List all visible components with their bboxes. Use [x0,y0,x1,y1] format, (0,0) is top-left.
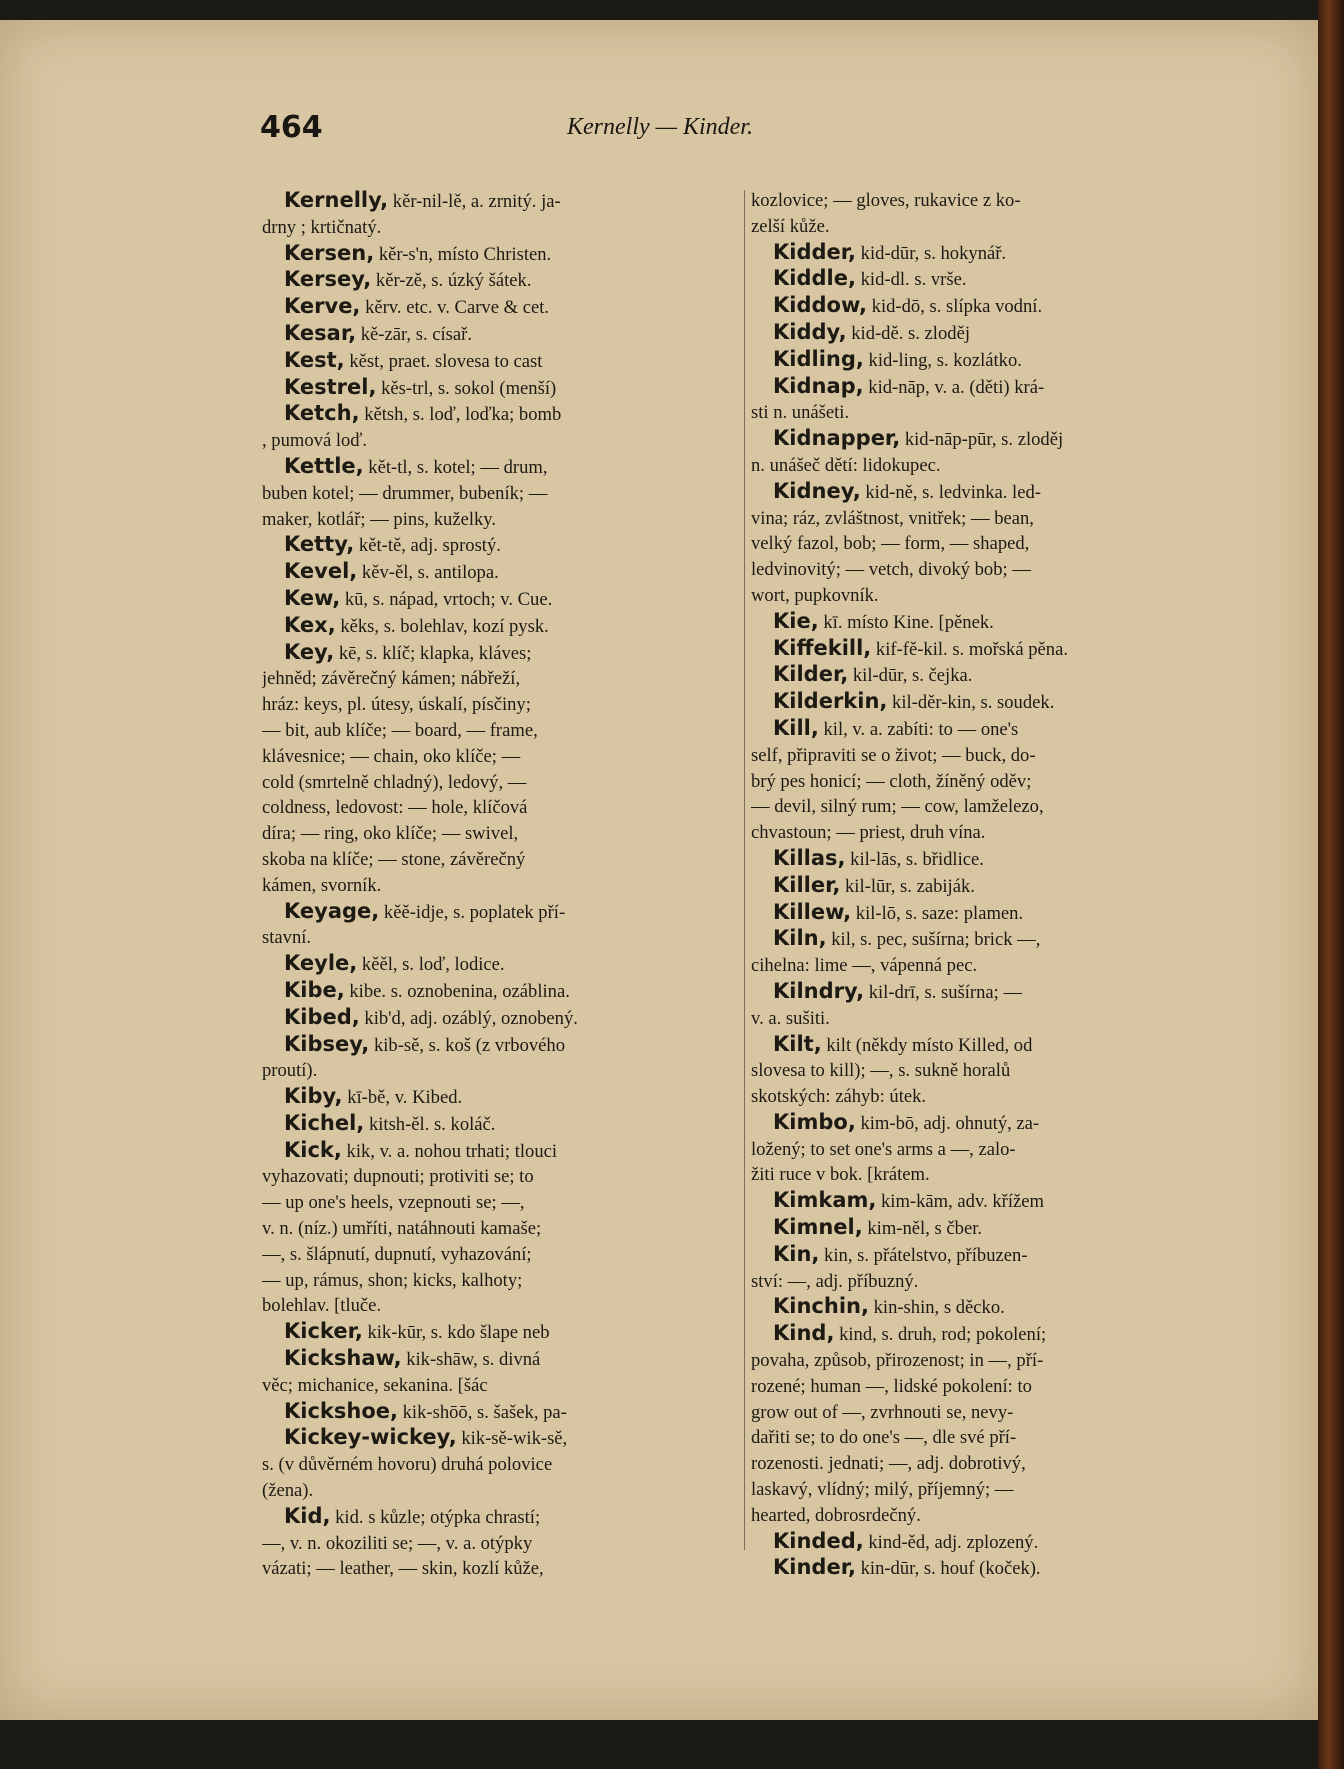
entry-text: kē, s. klíč; klapka, kláves; [334,642,532,664]
dictionary-text-line [751,1503,1221,1529]
entry-text: kět-tě, adj. sprostý. [354,535,501,557]
entry-text: bolehlav. [tluče. [262,1295,382,1317]
entry-text: zelší kůže. [751,215,830,237]
dictionary-text-line [262,744,740,770]
dictionary-entry-line [262,1032,740,1059]
entry-headword: Kex, [284,612,336,637]
entry-text: kěks, s. bolehlav, kozí pysk. [335,615,549,637]
dictionary-entry-line [751,1188,1221,1215]
dictionary-text-line [751,1137,1221,1163]
dictionary-entry-line [262,401,740,428]
dictionary-entry-line [751,347,1221,374]
entry-headword: Kick, [284,1137,342,1162]
dictionary-text-line [751,1269,1221,1295]
entry-text: maker, kotlář; — pins, kuželky. [262,508,497,530]
dictionary-entry-line [262,978,740,1005]
entry-text: kid-dō, s. slípka vodní. [867,296,1043,318]
entry-headword: Kickshaw, [284,1346,402,1371]
entry-headword: Kimbo, [773,1109,856,1134]
entry-text: kěr-nil-lě, a. zrnitý. ja- [388,191,561,212]
dictionary-text-line [751,1162,1221,1188]
entry-text: cold (smrtelně chladný), ledový, — [262,771,527,793]
dictionary-text-line [751,1058,1221,1084]
entry-text: skoba na klíče; — stone, závěrečný [262,848,526,870]
entry-text: chvastoun; — priest, druh vína. [751,822,986,844]
dictionary-text-line [751,769,1221,795]
entry-text: kik-sě-wik-sě, [456,1428,568,1450]
dictionary-text-line [751,214,1221,240]
entry-text: kid-ně, s. ledvinka. led- [860,481,1041,503]
dictionary-text-line [751,1451,1221,1477]
entry-text: n. unášeč dětí: lidokupec. [751,454,941,476]
entry-text: kid-nāp-pūr, s. zloděj [900,429,1064,451]
entry-text: rozenosti. jednati; —, adj. dobrotivý, [751,1453,1026,1475]
entry-headword: Kid, [284,1503,331,1528]
dictionary-text-line [262,215,740,241]
dictionary-text-line [751,820,1221,846]
dictionary-entry-line [262,1399,740,1426]
entry-text: kid-dě. s. zloděj [846,322,970,344]
entry-text: kěv-ěl, s. antilopa. [357,562,499,584]
entry-text: kik, v. a. nohou trhati; tlouci [341,1140,558,1162]
dictionary-entry-line [751,1242,1221,1269]
entry-headword: Kind, [773,1321,835,1346]
entry-text: kū, s. nápad, vrtoch; v. Cue. [340,588,553,610]
entry-text: kět-tl, s. kotel; — drum, [363,456,548,478]
page-number: 464 [260,110,323,145]
entry-headword: Kickey-wickey, [284,1425,457,1450]
entry-headword: Kinchin, [773,1294,869,1319]
entry-text: kid-nāp, v. a. (děti) krá- [863,376,1045,398]
entry-headword: Kiffekill, [773,635,872,660]
dictionary-text-line [262,847,740,873]
dictionary-entry-line [262,454,740,481]
dictionary-text-line [262,666,740,692]
dictionary-entry-line [262,267,740,294]
entry-headword: Kiddle, [773,266,856,291]
dictionary-entry-line [751,240,1221,267]
entry-text: — devil, silný rum; — cow, lamželezo, [751,796,1044,818]
entry-text: kik-shāw, s. divná [401,1349,541,1371]
entry-text: —, v. n. okoziliti se; —, v. a. otýpky [262,1532,533,1554]
dictionary-entry-line [262,586,740,613]
dictionary-text-line [262,770,740,796]
dictionary-entry-line [262,294,740,321]
entry-text: kind-ěd, adj. zplozený. [863,1531,1039,1553]
entry-text: díra; — ring, oko klíče; — swivel, [262,823,519,845]
dictionary-entry-line [751,1321,1221,1348]
dictionary-entry-line [751,900,1221,927]
dictionary-entry-line [751,320,1221,347]
dictionary-entry-line [262,241,740,268]
dictionary-text-line [262,718,740,744]
entry-text: kid-dl. s. vrše. [855,269,967,291]
entry-text: kim-bō, adj. ohnutý, za- [855,1112,1040,1134]
book-page [0,20,1318,1720]
entry-text: sti n. unášeti. [751,402,850,424]
dictionary-entry-line [262,188,740,215]
dictionary-text-line [751,188,1221,214]
entry-headword: Kest, [284,347,345,372]
dictionary-entry-line [751,926,1221,953]
entry-headword: Key, [284,639,335,664]
dictionary-entry-line [751,479,1221,506]
dictionary-text-line [262,1190,740,1216]
entry-headword: Killas, [773,845,846,870]
entry-text: — up, rámus, shon; kicks, kalhoty; [262,1269,523,1291]
entry-text: coldness, ledovost: — hole, klíčová [262,797,528,819]
entry-text: wort, pupkovník. [751,584,879,606]
dictionary-entry-line [751,293,1221,320]
entry-headword: Kilt, [773,1031,822,1056]
entry-text: kibe. s. oznobenina, ozáblina. [344,980,570,1002]
entry-text: jehněd; závěrečný kámen; nábřeží, [262,668,521,690]
entry-text: proutí). [262,1060,318,1082]
entry-text: kī. místo Kine. [pěnek. [818,611,994,633]
dictionary-entry-line [262,951,740,978]
dictionary-text-line [751,583,1221,609]
dictionary-entry-line [262,1084,740,1111]
entry-headword: Kill, [773,715,819,740]
dictionary-entry-line [262,1504,740,1531]
entry-headword: Kie, [773,608,819,633]
entry-text: kitsh-ěl. s. koláč. [364,1113,496,1135]
dictionary-text-line [262,1058,740,1084]
dictionary-text-line [262,1452,740,1478]
entry-text: dařiti se; to do one's —, dle své pří- [751,1427,1017,1449]
dictionary-entry-line [751,426,1221,453]
entry-text: hráz: keys, pl. útesy, úskalí, písčiny; [262,694,531,716]
running-title: Kernelly — Kinder. [567,114,753,140]
dictionary-entry-line [751,716,1221,743]
entry-headword: Kiby, [284,1084,343,1109]
dictionary-entry-line [262,613,740,640]
entry-text: kin-dūr, s. houf (koček). [855,1558,1041,1580]
entry-headword: Keyle, [284,951,358,976]
entry-headword: Kesar, [284,320,357,345]
entry-text: — bit, aub klíče; — board, — frame, [262,719,538,741]
dictionary-entry-line [751,1032,1221,1059]
entry-text: žiti ruce v bok. [krátem. [751,1164,930,1186]
dictionary-entry-line [262,1138,740,1165]
entry-headword: Kibe, [284,977,345,1002]
dictionary-text-line [262,1164,740,1190]
entry-text: kěs-trl, s. sokol (menší) [376,377,557,399]
entry-text: kind, s. druh, rod; pokolení; [834,1324,1047,1346]
entry-text: kin, s. přátelstvo, příbuzen- [819,1244,1028,1266]
entry-text: grow out of —, zvrhnouti se, nevy- [751,1401,1014,1423]
dictionary-text-line [751,1425,1221,1451]
entry-text: kik-kūr, s. kdo šlape neb [362,1322,550,1344]
entry-text: rozené; human —, lidské pokolení: to [751,1375,1032,1397]
right-column [751,188,1221,1582]
page-header [260,110,1060,150]
dictionary-entry-line [751,662,1221,689]
entry-text: kozlovice; — gloves, rukavice z ko- [751,190,1021,211]
entry-text: v. a. sušiti. [751,1007,830,1029]
entry-text: (žena). [262,1480,314,1502]
dictionary-text-line [262,1478,740,1504]
entry-text: kim-něl, s čber. [862,1218,983,1240]
entry-headword: Kinder, [773,1555,856,1580]
entry-text: kin-shin, s děcko. [868,1297,1005,1319]
dictionary-text-line [262,1373,740,1399]
dictionary-entry-line [262,1111,740,1138]
entry-headword: Killer, [773,872,841,897]
dictionary-entry-line [262,321,740,348]
entry-headword: Keyage, [284,898,380,923]
dictionary-text-line [262,925,740,951]
dictionary-entry-line [751,1555,1221,1582]
entry-text: buben kotel; — drummer, bubeník; — [262,482,548,504]
entry-text: hearted, dobrosrdečný. [751,1504,921,1526]
entry-text: povaha, způsob, přirozenost; in —, pří- [751,1350,1044,1372]
dictionary-text-line [262,1531,740,1557]
dictionary-text-line [751,953,1221,979]
entry-text: drny ; krtičnatý. [262,216,382,238]
entry-text: kěr-zě, s. úzký šátek. [371,270,532,292]
entry-text: kěst, praet. slovesa to cast [344,350,543,372]
dictionary-text-line [262,1268,740,1294]
entry-headword: Kidnapper, [773,426,901,451]
book-spine [1318,0,1344,1769]
entry-text: ložený; to set one's arms a —, zalo- [751,1138,1016,1160]
entry-headword: Killew, [773,899,852,924]
entry-text: vázati; — leather, — skin, kozlí kůže, [262,1558,544,1580]
entry-text: věc; michanice, sekanina. [šác [262,1374,488,1396]
entry-text: kil, s. pec, sušírna; brick —, [826,929,1041,951]
dictionary-text-line [262,821,740,847]
dictionary-entry-line [751,1215,1221,1242]
entry-headword: Kiln, [773,926,827,951]
dictionary-entry-line [751,266,1221,293]
dictionary-text-line [262,873,740,899]
dictionary-entry-line [751,979,1221,1006]
entry-text: vina; ráz, zvláštnost, vnitřek; — bean, [751,507,1034,529]
entry-text: klávesnice; — chain, oko klíče; — [262,745,521,767]
entry-headword: Kevel, [284,559,358,584]
dictionary-text-line [751,743,1221,769]
entry-headword: Kiddow, [773,293,867,318]
dictionary-text-line [751,1348,1221,1374]
dictionary-entry-line [262,1005,740,1032]
dictionary-text-line [751,794,1221,820]
entry-text: s. (v důvěrném hovoru) druhá polovice [262,1454,553,1476]
entry-headword: Kichel, [284,1110,365,1135]
entry-headword: Kersen, [284,240,375,265]
dictionary-text-line [262,1242,740,1268]
dictionary-text-line [751,453,1221,479]
entry-headword: Kew, [284,585,341,610]
entry-text: velký fazol, bob; — form, — shaped, [751,533,1030,555]
entry-headword: Kin, [773,1241,820,1266]
dictionary-text-line [751,506,1221,532]
dictionary-text-line [262,507,740,533]
entry-headword: Kidnap, [773,373,864,398]
entry-headword: Kickshoe, [284,1398,398,1423]
entry-text: kil-lās, s. břidlice. [845,848,984,870]
dictionary-text-line [751,531,1221,557]
entry-text: kid-ling, s. kozlátko. [863,349,1022,371]
dictionary-text-line [751,400,1221,426]
entry-text: kid. s kůzle; otýpka chrastí; [330,1506,541,1528]
entry-headword: Ketty, [284,532,355,557]
dictionary-text-line [262,795,740,821]
dictionary-entry-line [262,1425,740,1452]
entry-headword: Kicker, [284,1319,363,1344]
entry-headword: Kerve, [284,294,361,319]
dictionary-text-line [751,1477,1221,1503]
entry-headword: Kibsey, [284,1031,370,1056]
dictionary-entry-line [262,899,740,926]
dictionary-text-line [751,1400,1221,1426]
entry-text: kik-shōō, s. šašek, pa- [397,1401,567,1423]
entry-text: slovesa to kill); —, s. sukně horalů [751,1060,1011,1082]
dictionary-entry-line [751,1529,1221,1556]
dictionary-entry-line [751,374,1221,401]
dictionary-entry-line [262,375,740,402]
dictionary-entry-line [751,846,1221,873]
entry-text: kil-lō, s. saze: plamen. [851,902,1024,924]
entry-text: kī-bě, v. Kibed. [342,1087,463,1109]
dictionary-entry-line [262,1346,740,1373]
entry-headword: Kiddy, [773,319,847,344]
dictionary-text-line [751,1374,1221,1400]
dictionary-text-line [751,557,1221,583]
entry-text: kěrv. etc. v. Carve & cet. [360,297,550,319]
dictionary-entry-line [751,1294,1221,1321]
dictionary-entry-line [262,1319,740,1346]
dictionary-entry-line [262,348,740,375]
dictionary-text-line [262,1556,740,1582]
column-divider [744,190,745,1550]
entry-text: kil-lūr, s. zabiják. [840,875,975,897]
entry-headword: Kettle, [284,453,364,478]
entry-text: self, připraviti se o život; — buck, do- [751,744,1036,766]
entry-headword: Kidney, [773,478,861,503]
entry-text: kid-dūr, s. hokynář. [856,242,1007,264]
entry-text: kěr-s'n, místo Christen. [374,243,552,265]
entry-headword: Kestrel, [284,374,377,399]
dictionary-entry-line [262,640,740,667]
entry-text: kil, v. a. zabíti: to — one's [818,718,1019,740]
entry-text: kim-kām, adv. křížem [876,1191,1044,1213]
dictionary-entry-line [751,636,1221,663]
entry-headword: Kidder, [773,239,857,264]
entry-text: laskavý, vlídný; milý, příjemný; — [751,1479,1014,1501]
entry-headword: Kernelly, [284,188,389,212]
entry-text: kilt (někdy místo Killed, od [821,1034,1033,1056]
entry-text: kěě-idje, s. poplatek pří- [379,901,566,923]
entry-headword: Kilderkin, [773,689,888,714]
entry-text: brý pes honicí; — cloth, žíněný oděv; [751,770,1032,792]
entry-headword: Kimkam, [773,1188,877,1213]
entry-text: kif-fě-kil. s. mořská pěna. [871,638,1068,660]
dictionary-text-line [262,428,740,454]
entry-text: kil-dūr, s. čejka. [848,665,973,687]
entry-text: kámen, svorník. [262,874,382,896]
entry-headword: Kilder, [773,662,849,687]
entry-text: v. n. (níz.) umříti, natáhnouti kamaše; [262,1218,542,1240]
entry-headword: Kinded, [773,1528,864,1553]
dictionary-text-line [262,1293,740,1319]
entry-text: cihelna: lime —, vápenná pec. [751,955,978,977]
dictionary-entry-line [751,873,1221,900]
entry-text: , pumová loď. [262,430,367,452]
entry-text: kěěl, s. loď, lodice. [357,954,505,976]
entry-text: kě-zār, s. císař. [356,323,472,345]
entry-text: ství: —, adj. příbuzný. [751,1270,919,1292]
dictionary-text-line [262,1216,740,1242]
entry-text: kětsh, s. loď, loďka; bomb [359,404,562,426]
entry-text: kil-drī, s. sušírna; — [864,981,1023,1003]
entry-headword: Kersey, [284,267,372,292]
dictionary-entry-line [751,689,1221,716]
entry-text: kil-děr-kin, s. soudek. [887,692,1055,714]
dictionary-text-line [262,692,740,718]
dictionary-entry-line [262,532,740,559]
dictionary-entry-line [751,609,1221,636]
left-column [262,188,740,1582]
entry-text: — up one's heels, vzepnouti se; —, [262,1192,525,1214]
entry-headword: Kimnel, [773,1215,863,1240]
entry-text: vyhazovati; dupnouti; protiviti se; to [262,1166,534,1188]
dictionary-text-line [751,1084,1221,1110]
entry-text: kib-sě, s. koš (z vrbového [369,1034,566,1056]
dictionary-text-line [751,1006,1221,1032]
entry-text: stavní. [262,927,312,949]
entry-headword: Ketch, [284,401,360,426]
entry-headword: Kidling, [773,346,864,371]
entry-text: ledvinovitý; — vetch, divoký bob; — [751,559,1031,581]
entry-text: skotských: záhyb: útek. [751,1086,927,1108]
dictionary-text-line [262,481,740,507]
dictionary-entry-line [751,1110,1221,1137]
dictionary-entry-line [262,559,740,586]
entry-text: kib'd, adj. ozáblý, oznobený. [359,1007,578,1029]
entry-headword: Kibed, [284,1004,360,1029]
entry-text: —, s. šlápnutí, dupnutí, vyhazování; [262,1243,532,1265]
entry-headword: Kilndry, [773,978,865,1003]
